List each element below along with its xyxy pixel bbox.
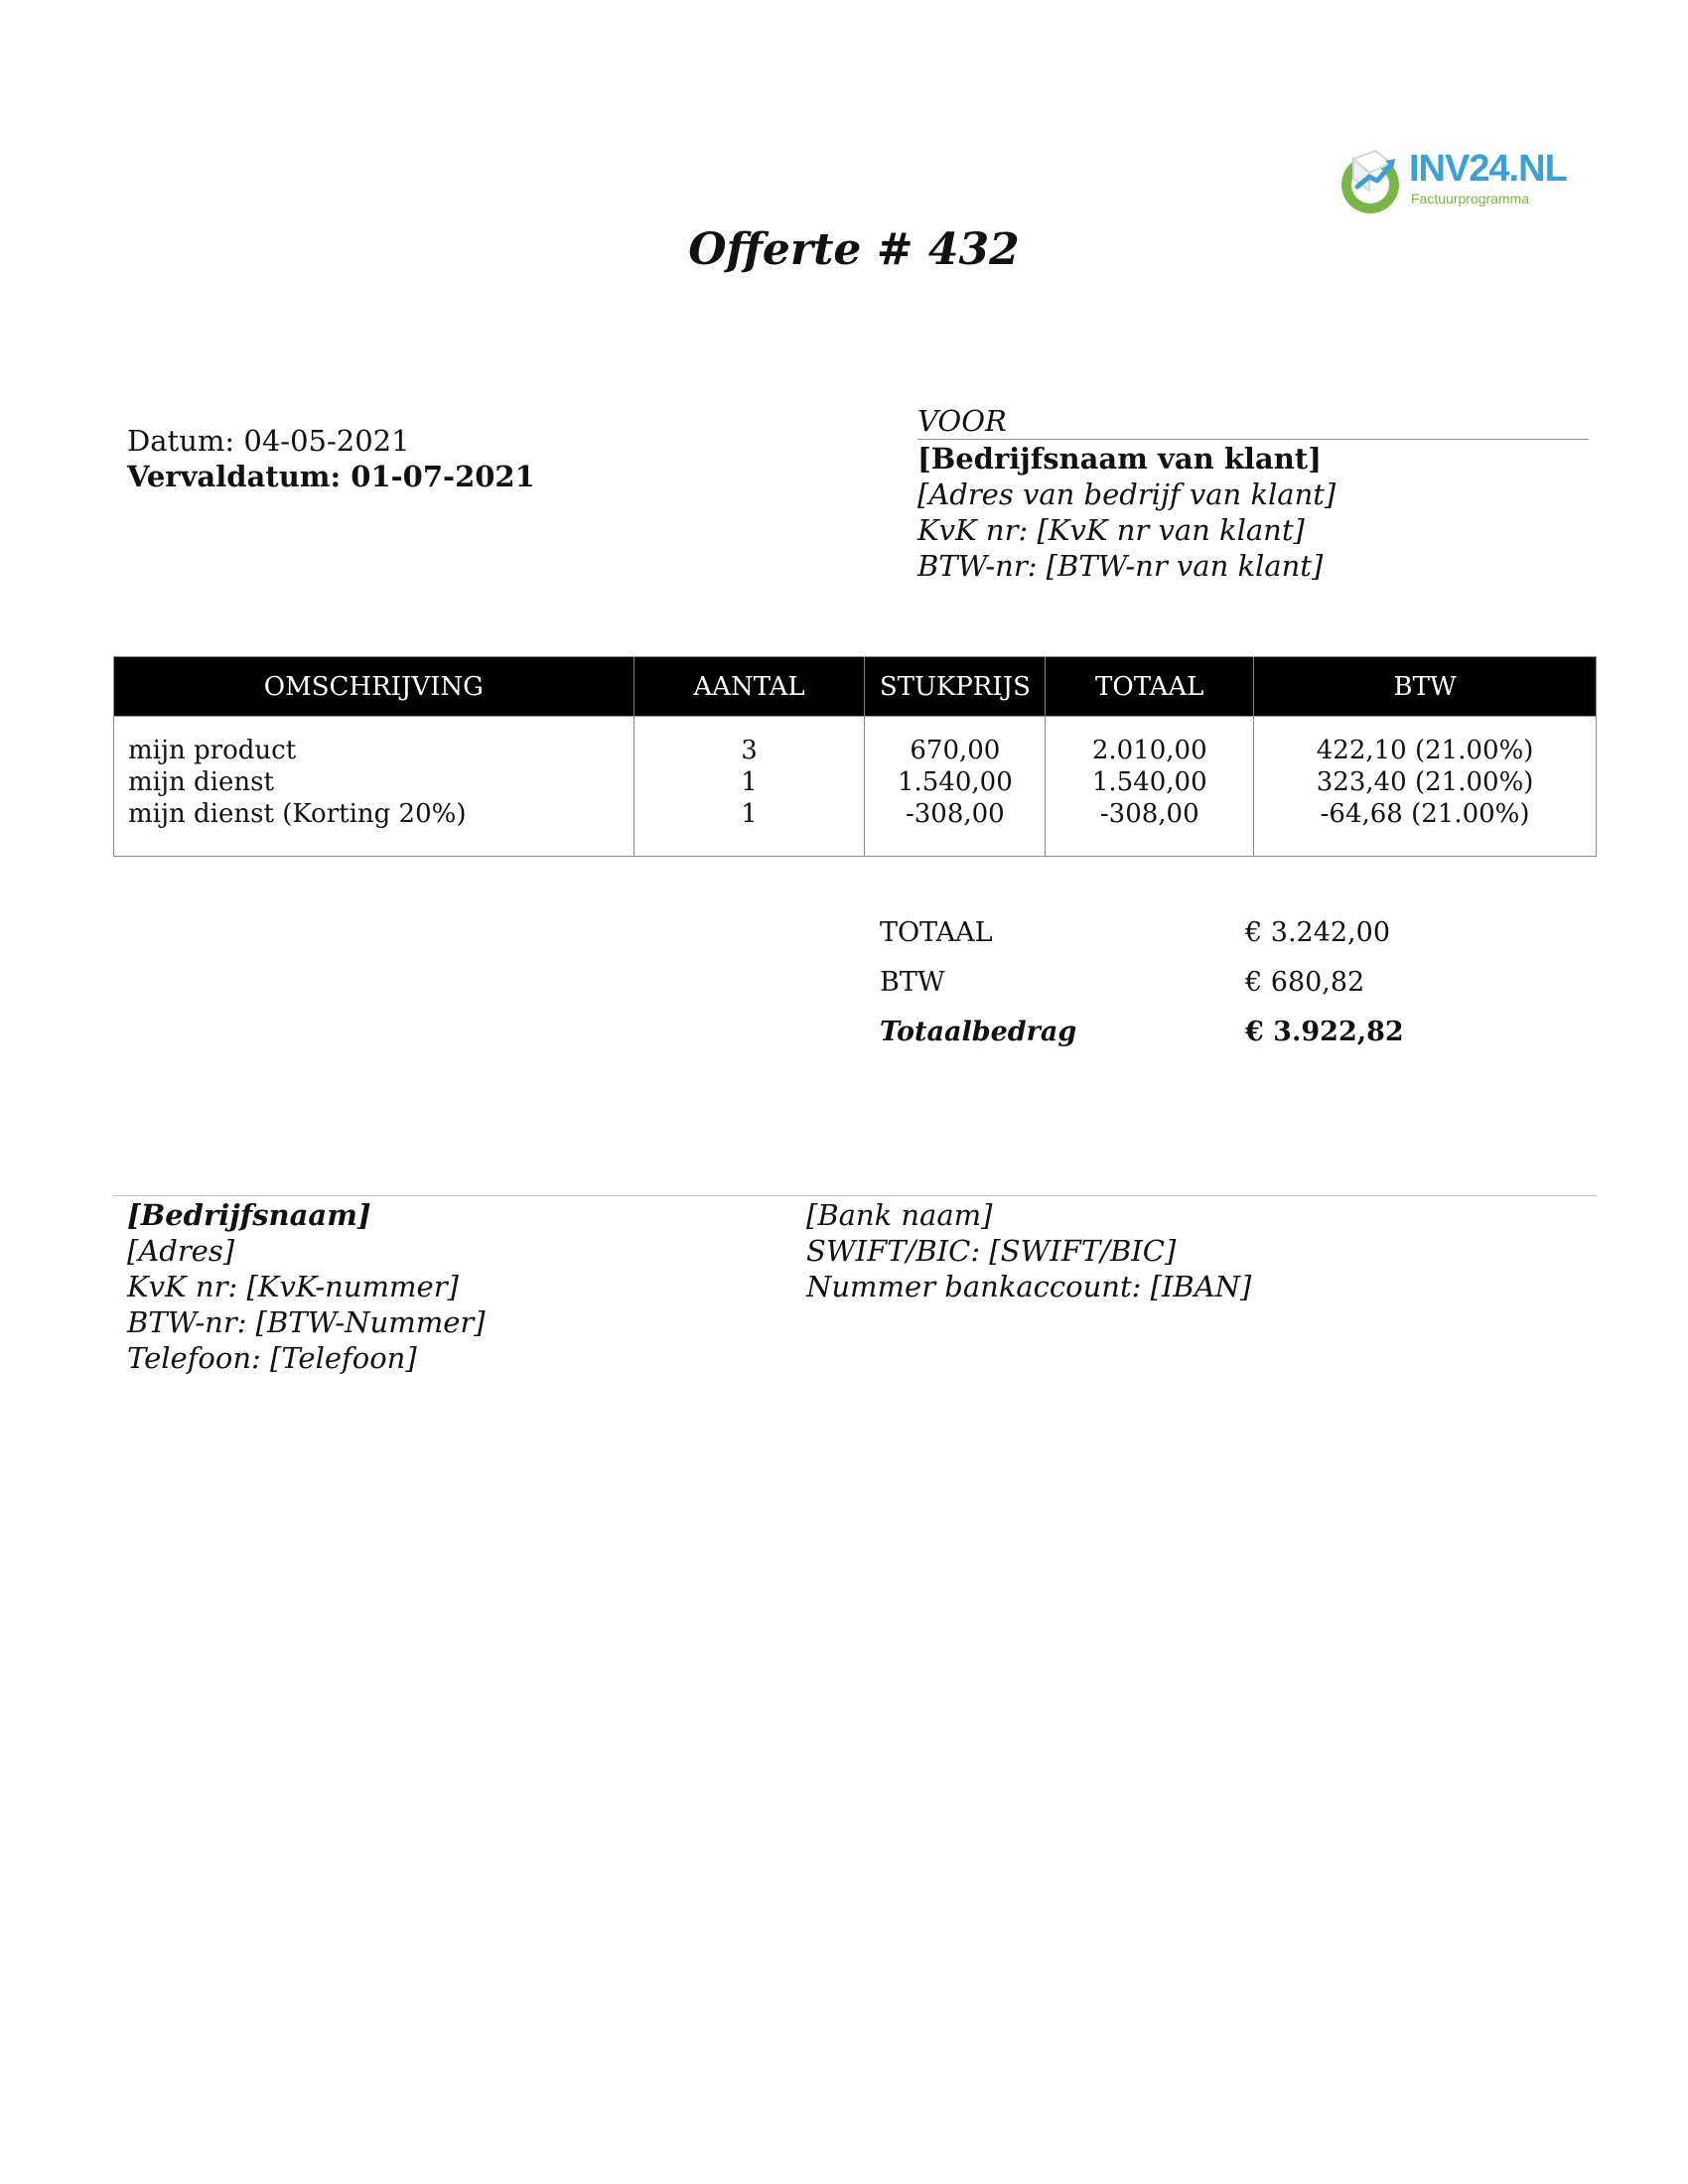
vat-cell — [1254, 717, 1597, 857]
client-btw: BTW-nr: [BTW-nr van klant] — [917, 549, 1324, 583]
company-logo — [1336, 143, 1567, 218]
subtotal-value: € 3.242,00 — [1245, 917, 1390, 948]
quantity-cell — [633, 717, 865, 857]
totals-block — [880, 917, 1436, 1066]
header-total: TOTAAL — [1046, 657, 1254, 717]
client-name: [Bedrijfsnaam van klant] — [917, 442, 1322, 476]
total-cell — [1046, 717, 1254, 857]
row-description: mijn dienst (Korting 20%) — [128, 799, 467, 829]
client-block — [917, 403, 1589, 584]
row-quantity: 1 — [741, 767, 758, 797]
row-unit-price: 1.540,00 — [897, 767, 1013, 797]
client-kvk: KvK nr: [KvK nr van klant] — [917, 513, 1305, 547]
subtotal-label: TOTAAL — [880, 917, 993, 948]
table-row — [114, 717, 1597, 857]
row-vat: 422,10 (21.00%) — [1316, 736, 1534, 765]
due-date-label: Vervaldatum: — [127, 460, 342, 493]
row-description: mijn product — [128, 736, 297, 765]
issue-date — [127, 423, 535, 459]
company-kvk: KvK nr: [KvK-nummer] — [127, 1270, 459, 1303]
bank-swift: SWIFT/BIC: [SWIFT/BIC] — [806, 1234, 1177, 1268]
logo-brand-text: INV24.NL — [1409, 148, 1567, 190]
row-vat: 323,40 (21.00%) — [1316, 767, 1534, 797]
unit-price-cell — [865, 717, 1046, 857]
issue-date-value: 04-05-2021 — [243, 424, 410, 458]
header-description: OMSCHRIJVING — [114, 657, 634, 717]
date-block — [127, 423, 535, 494]
bank-details — [806, 1197, 1251, 1304]
description-cell — [114, 717, 634, 857]
bank-name: [Bank naam] — [806, 1198, 993, 1232]
company-phone: Telefoon: [Telefoon] — [127, 1341, 417, 1375]
row-quantity: 1 — [741, 799, 758, 829]
row-description: mijn dienst — [128, 767, 274, 797]
issue-date-label: Datum: — [127, 424, 235, 458]
subtotal-row — [880, 917, 1436, 967]
row-total: 1.540,00 — [1091, 767, 1207, 797]
line-items-table — [113, 656, 1597, 857]
vat-row — [880, 967, 1436, 1017]
company-address: [Adres] — [127, 1234, 235, 1268]
row-total: 2.010,00 — [1091, 736, 1207, 765]
grand-total-value: € 3.922,82 — [1245, 1017, 1404, 1047]
due-date-value: 01-07-2021 — [351, 460, 535, 493]
row-total: -308,00 — [1099, 799, 1199, 829]
row-unit-price: -308,00 — [905, 799, 1005, 829]
logo-mark-icon — [1336, 147, 1405, 216]
company-details — [127, 1197, 486, 1376]
company-btw: BTW-nr: [BTW-Nummer] — [127, 1305, 486, 1339]
header-unit-price: STUKPRIJS — [865, 657, 1046, 717]
grand-total-row — [880, 1017, 1436, 1066]
header-vat: BTW — [1254, 657, 1597, 717]
client-address: [Adres van bedrijf van klant] — [917, 478, 1336, 511]
due-date — [127, 459, 535, 494]
row-vat: -64,68 (21.00%) — [1320, 799, 1530, 829]
logo-tagline: Factuurprogramma — [1411, 191, 1530, 206]
client-heading: VOOR — [917, 403, 1589, 440]
row-quantity: 3 — [741, 736, 758, 765]
header-quantity: AANTAL — [633, 657, 865, 717]
table-header-row — [114, 657, 1597, 717]
vat-label: BTW — [880, 967, 945, 998]
vat-value: € 680,82 — [1245, 967, 1365, 998]
footer-divider — [113, 1195, 1597, 1196]
bank-iban: Nummer bankaccount: [IBAN] — [806, 1270, 1252, 1303]
grand-total-label: Totaalbedrag — [880, 1017, 1077, 1047]
row-unit-price: 670,00 — [910, 736, 1001, 765]
document-title: Offerte # 432 — [688, 224, 1020, 275]
company-name: [Bedrijfsnaam] — [127, 1198, 371, 1232]
